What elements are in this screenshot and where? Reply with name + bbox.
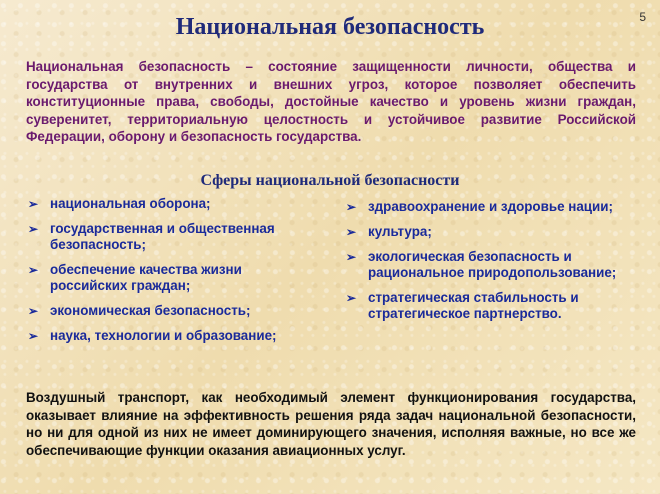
list-item bbox=[26, 196, 322, 212]
list-item-label: экологическая безопасность и рациональное природопользование; bbox=[368, 249, 617, 280]
list-item bbox=[26, 221, 322, 253]
arrow-check-icon: ➢ bbox=[28, 263, 39, 277]
list-item bbox=[344, 224, 624, 240]
list-item-label: наука, технологии и образование; bbox=[50, 328, 277, 343]
list-item bbox=[26, 303, 322, 319]
arrow-check-icon: ➢ bbox=[346, 250, 357, 264]
arrow-check-icon: ➢ bbox=[28, 197, 39, 211]
spheres-list-left bbox=[26, 196, 322, 353]
list-item bbox=[344, 199, 624, 215]
arrow-check-icon: ➢ bbox=[28, 329, 39, 343]
arrow-check-icon: ➢ bbox=[28, 304, 39, 318]
slide-number: 5 bbox=[639, 10, 646, 24]
definition-text: – состояние защищенности личности, общества и государства от внутренних и внешних угроз, которое позволяет обеспечить конституционные права, свободы, достойные качество и уровень жизни граждан, суверенитет, территориальную целостность и устойчивое развитие Российской Федерации, оборону и безопасность государства. bbox=[26, 59, 636, 144]
list-item-label: здравоохранение и здоровье нации; bbox=[368, 199, 613, 214]
spheres-list-right bbox=[344, 199, 624, 331]
slide-title: Национальная безопасность bbox=[175, 14, 485, 40]
list-item-label: государственная и общественная безопасность; bbox=[50, 221, 275, 252]
list-item-label: обеспечение качества жизни российских граждан; bbox=[50, 262, 242, 293]
list-item bbox=[344, 290, 624, 322]
arrow-check-icon: ➢ bbox=[346, 225, 357, 239]
definition-paragraph bbox=[26, 58, 636, 146]
list-item-label: стратегическая стабильность и стратегическое партнерство. bbox=[368, 290, 579, 321]
definition-term: Национальная безопасность bbox=[26, 59, 231, 74]
spheres-heading: Сферы национальной безопасности bbox=[200, 172, 460, 189]
list-item-label: национальная оборона; bbox=[50, 196, 211, 211]
arrow-check-icon: ➢ bbox=[346, 291, 357, 305]
list-item bbox=[344, 249, 624, 281]
arrow-check-icon: ➢ bbox=[28, 222, 39, 236]
list-item bbox=[26, 328, 322, 344]
footer-paragraph: Воздушный транспорт, как необходимый элемент функционирования государства, оказывает влияние на эффективность решения ряда задач национальной безопасности, но ни для одной из них не имеет доминирующего значения, исполняя важные, но все же обеспечивающие функции оказания авиационных услуг. bbox=[26, 390, 636, 458]
list-item-label: культура; bbox=[368, 224, 432, 239]
arrow-check-icon: ➢ bbox=[346, 200, 357, 214]
list-item bbox=[26, 262, 322, 294]
list-item-label: экономическая безопасность; bbox=[50, 303, 251, 318]
